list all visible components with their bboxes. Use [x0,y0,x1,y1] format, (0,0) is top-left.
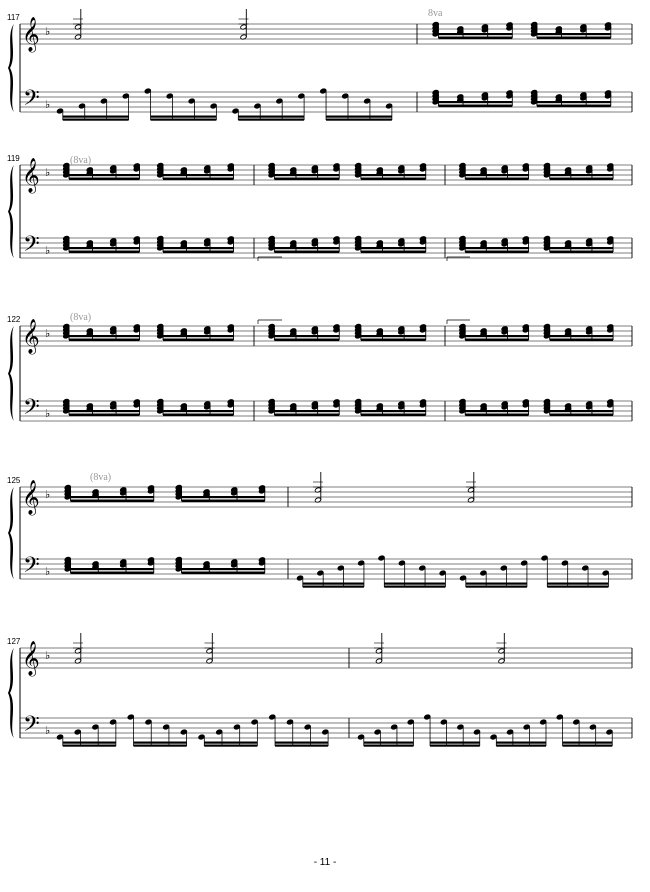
beam [364,745,414,747]
beam [361,251,426,254]
beam [163,178,234,181]
beam [547,586,608,588]
system-1 [7,9,632,121]
beam [384,583,445,585]
measure-number: 125 [7,476,21,485]
beam [69,178,139,181]
key-signature-flat-icon: ♭ [45,244,51,257]
beam [151,119,217,121]
beam [71,568,154,570]
treble-clef-icon: 𝄞 [22,158,40,193]
bass-clef-icon: 𝄢 [23,86,40,116]
system-5 [7,633,632,747]
treble-clef-icon: 𝄞 [22,319,40,354]
beam [163,410,234,412]
beam [204,742,257,744]
beam [134,745,187,747]
beam [71,572,154,575]
beam [303,583,364,585]
beam [465,410,528,412]
beam [361,414,426,417]
beam [326,119,392,121]
beam [71,500,154,503]
beam [438,101,512,103]
key-signature-flat-icon: ♭ [45,25,51,38]
beam [163,339,234,342]
beam [465,251,528,254]
beam [364,742,414,744]
treble-clef-icon: 𝄞 [22,641,40,676]
beam [274,414,339,417]
beam [69,251,139,254]
beam [163,174,234,176]
beam [182,496,265,498]
beam [69,247,139,249]
key-signature-flat-icon: ♭ [45,407,51,420]
beam [550,339,613,342]
key-signature-flat-icon: ♭ [45,166,51,179]
beam [550,335,613,337]
beam [438,105,512,108]
beam [69,414,139,417]
system-2 [7,154,632,262]
beam [361,339,426,342]
measure-number: 127 [7,637,21,646]
brace-icon [8,487,14,579]
beam [550,414,613,417]
key-signature-flat-icon: ♭ [45,724,51,737]
beam [151,116,217,118]
brace-icon [8,326,14,421]
beam [182,500,265,503]
octave-mark: (8va) [70,155,92,166]
page-number: - 11 - [313,857,337,868]
key-signature-flat-icon: ♭ [45,488,51,501]
measure-number: 117 [7,13,20,22]
beam [163,247,234,249]
beam [361,178,426,181]
system-4 [7,472,632,588]
beam [69,335,139,337]
beam [466,583,527,585]
beam [537,37,611,40]
beam [274,339,339,342]
beam [496,745,546,747]
beam [550,178,613,181]
measure-number: 122 [7,315,21,324]
beam [537,105,611,108]
beam [303,586,364,588]
brace-icon [8,165,14,258]
brace-icon [8,24,14,112]
beam [274,178,339,181]
beam [63,116,129,118]
beam [163,335,234,337]
beam [63,745,116,747]
beam [69,174,139,176]
beam [537,101,611,103]
brace-icon [8,648,14,738]
beam [563,742,613,744]
bass-clef-icon: 𝄢 [23,395,40,425]
system-3 [7,315,632,425]
beam [550,251,613,254]
beam [238,116,304,118]
beam [550,174,613,176]
beam [69,339,139,342]
beam [537,33,611,35]
beam [547,583,608,585]
beam [275,745,328,747]
beam [361,174,426,176]
beam [238,119,304,121]
beam [204,745,257,747]
octave-mark: 8va [428,8,443,19]
beam [182,572,265,575]
octave-mark: (8va) [90,472,112,483]
bass-clef-icon: 𝄢 [23,712,40,742]
beam [361,335,426,337]
beam [182,568,265,570]
beam [466,586,527,588]
beam [430,745,480,747]
bass-clef-icon: 𝄢 [23,232,40,262]
beam [275,742,328,744]
beam [69,410,139,412]
beam [438,37,512,40]
beam [465,335,528,337]
key-signature-flat-icon: ♭ [45,327,51,340]
treble-clef-icon: 𝄞 [22,480,40,515]
beam [274,410,339,412]
key-signature-flat-icon: ♭ [45,98,51,111]
key-signature-flat-icon: ♭ [45,565,51,578]
beam [274,174,339,176]
beam [430,742,480,744]
beam [361,410,426,412]
beam [274,247,339,249]
beam [361,247,426,249]
beam [63,119,129,121]
measure-number: 119 [7,154,20,163]
beam [384,586,445,588]
beam [163,414,234,417]
beam [465,414,528,417]
beam [465,339,528,342]
beam [134,742,187,744]
beam [274,251,339,254]
beam [550,247,613,249]
beam [71,496,154,498]
beam [563,745,613,747]
beam [550,410,613,412]
beam [496,742,546,744]
beam [163,251,234,254]
beam [63,742,116,744]
beam [465,247,528,249]
bass-clef-icon: 𝄢 [23,553,40,583]
beam [438,33,512,35]
octave-mark: (8va) [70,312,92,323]
beam [274,335,339,337]
treble-clef-icon: 𝄞 [22,17,40,52]
beam [465,174,528,176]
key-signature-flat-icon: ♭ [45,649,51,662]
beam [465,178,528,181]
beam [326,116,392,118]
